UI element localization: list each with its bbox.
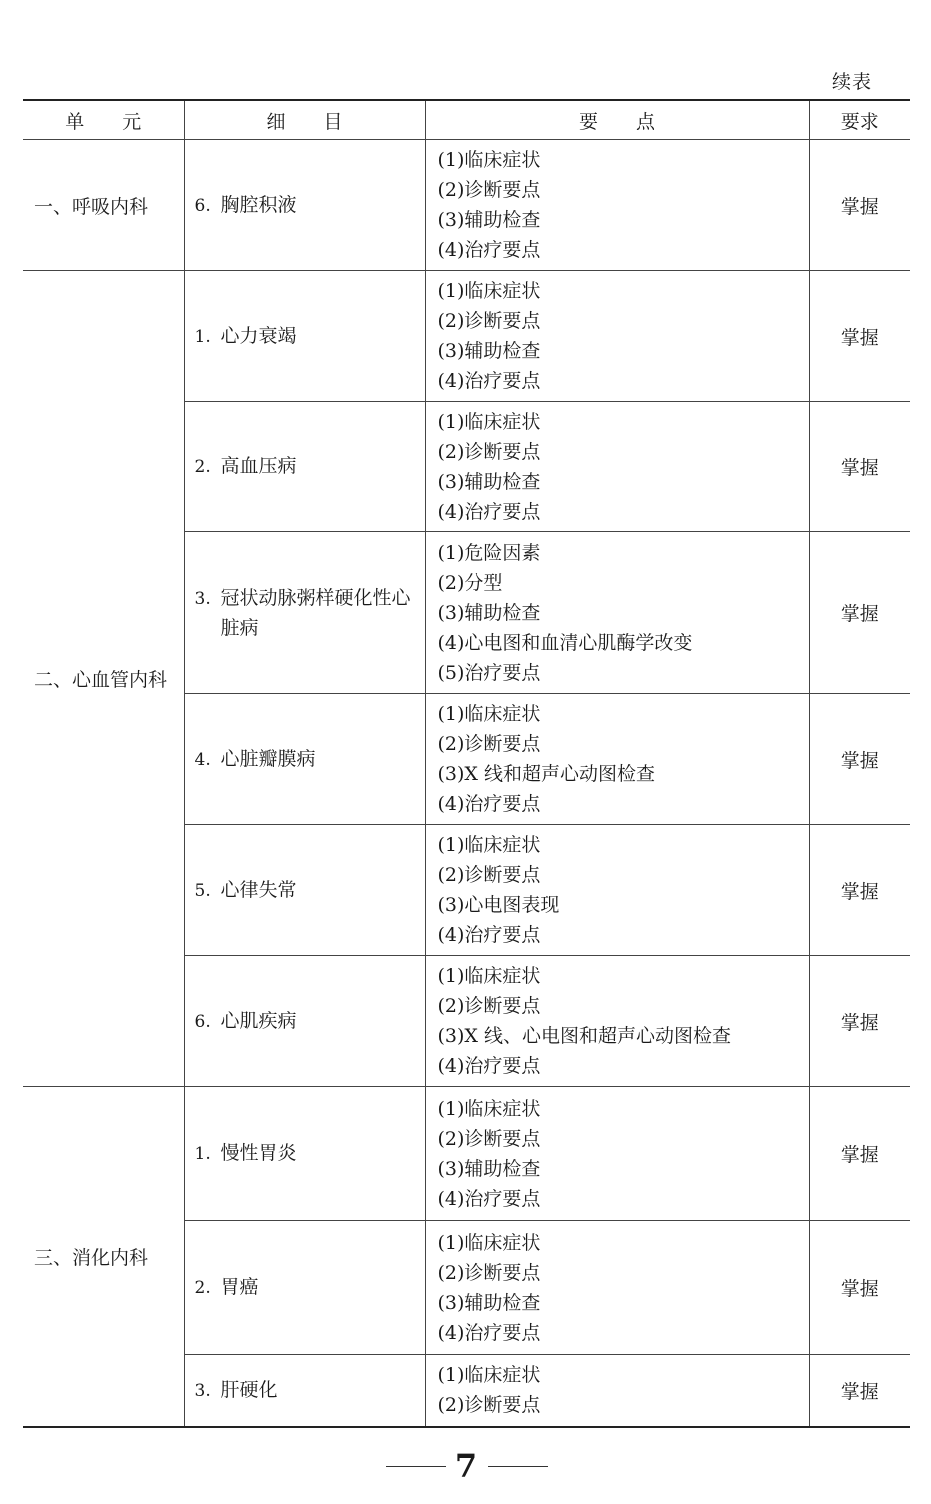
item-title: 胃癌 xyxy=(220,1276,259,1298)
requirement-cell: 掌握 xyxy=(809,956,910,1087)
item-title: 心力衰竭 xyxy=(220,324,297,347)
requirement-cell: 掌握 xyxy=(809,1355,910,1427)
item-title: 肝硬化 xyxy=(220,1378,278,1401)
header-unit: 单 元 xyxy=(23,100,184,140)
point-line: (2)诊断要点 xyxy=(437,1127,541,1150)
item-number: 1. xyxy=(194,326,211,347)
item-number: 2. xyxy=(194,457,211,477)
point-line: (3)辅助检查 xyxy=(437,340,541,362)
item-number: 3. xyxy=(194,588,211,609)
point-line: (4)治疗要点 xyxy=(437,1055,541,1077)
point-line: (3)辅助检查 xyxy=(437,601,541,624)
item-title: 冠状动脉粥样硬化性心脏病 xyxy=(220,586,411,639)
point-line: (2)诊断要点 xyxy=(437,440,541,463)
point-line: (2)诊断要点 xyxy=(437,995,541,1017)
point-line: (1)临床症状 xyxy=(437,1097,541,1120)
item-cell xyxy=(184,271,425,402)
item-number: 2. xyxy=(194,1278,211,1298)
requirement-cell: 掌握 xyxy=(809,1221,910,1355)
table-header-row xyxy=(23,100,910,140)
item-number: 6. xyxy=(194,1011,211,1032)
page-number: 7 xyxy=(454,1447,478,1485)
requirement-cell: 掌握 xyxy=(809,825,910,956)
point-line: (4)治疗要点 xyxy=(437,924,541,946)
unit-cell: 二、心血管内科 xyxy=(23,271,184,1087)
point-line: (2)诊断要点 xyxy=(437,733,541,755)
item-number: 4. xyxy=(194,749,211,770)
item-cell xyxy=(184,694,425,825)
points-cell xyxy=(425,825,809,956)
point-line: (1)临床症状 xyxy=(437,149,541,171)
item-title: 胸腔积液 xyxy=(220,193,297,216)
requirement-cell: 掌握 xyxy=(809,694,910,825)
requirement-cell: 掌握 xyxy=(809,402,910,532)
item-title: 心脏瓣膜病 xyxy=(220,747,316,770)
requirement-cell: 掌握 xyxy=(809,532,910,694)
point-line: (3)辅助检查 xyxy=(437,209,541,231)
table-row xyxy=(23,271,910,402)
point-line: (1)临床症状 xyxy=(437,834,541,856)
point-line: (1)临床症状 xyxy=(437,965,541,987)
point-line: (4)治疗要点 xyxy=(437,1187,541,1210)
point-line: (1)临床症状 xyxy=(437,703,541,725)
item-number: 5. xyxy=(194,880,211,901)
point-line: (3)X 线、心电图和超声心动图检查 xyxy=(437,1025,731,1047)
point-line: (2)诊断要点 xyxy=(437,179,541,201)
points-cell xyxy=(425,532,809,694)
point-line: (4)治疗要点 xyxy=(437,1321,541,1344)
points-cell xyxy=(425,140,809,271)
points-cell xyxy=(425,1087,809,1221)
point-line: (2)诊断要点 xyxy=(437,864,541,886)
point-line: (2)诊断要点 xyxy=(437,1261,541,1284)
points-cell xyxy=(425,694,809,825)
item-cell xyxy=(184,402,425,532)
continued-table-label: 续表 xyxy=(832,71,873,93)
requirement-cell: 掌握 xyxy=(809,1087,910,1221)
point-line: (2)分型 xyxy=(437,571,503,594)
points-cell xyxy=(425,402,809,532)
item-title: 心律失常 xyxy=(220,878,297,901)
point-line: (4)治疗要点 xyxy=(437,370,541,392)
page-footer xyxy=(0,1446,931,1486)
item-title: 慢性胃炎 xyxy=(220,1142,297,1164)
point-line: (3)辅助检查 xyxy=(437,1157,541,1180)
item-cell xyxy=(184,825,425,956)
item-title: 高血压病 xyxy=(220,455,297,477)
table-row xyxy=(23,140,910,271)
point-line: (3)辅助检查 xyxy=(437,1291,541,1314)
point-line: (2)诊断要点 xyxy=(437,1394,541,1417)
table-row xyxy=(23,1087,910,1221)
point-line: (5)治疗要点 xyxy=(437,661,541,684)
point-line: (3)X 线和超声心动图检查 xyxy=(437,763,655,785)
point-line: (1)临床症状 xyxy=(437,280,541,302)
point-line: (2)诊断要点 xyxy=(437,310,541,332)
requirement-cell: 掌握 xyxy=(809,271,910,402)
points-cell xyxy=(425,1355,809,1427)
header-requirement: 要求 xyxy=(809,100,910,140)
point-line: (3)辅助检查 xyxy=(437,470,541,493)
syllabus-table xyxy=(23,99,910,1428)
point-line: (1)临床症状 xyxy=(437,410,541,433)
point-line: (3)心电图表现 xyxy=(437,894,560,916)
item-cell xyxy=(184,1087,425,1221)
points-cell xyxy=(425,956,809,1087)
item-cell xyxy=(184,532,425,694)
point-line: (4)治疗要点 xyxy=(437,500,541,523)
unit-cell: 一、呼吸内科 xyxy=(23,140,184,271)
points-cell xyxy=(425,271,809,402)
item-cell xyxy=(184,956,425,1087)
point-line: (1)临床症状 xyxy=(437,1231,541,1254)
item-number: 6. xyxy=(194,195,211,216)
point-line: (1)危险因素 xyxy=(437,541,541,564)
item-number: 3. xyxy=(194,1380,211,1401)
item-title: 心肌疾病 xyxy=(220,1009,297,1032)
points-cell xyxy=(425,1221,809,1355)
header-points: 要 点 xyxy=(425,100,809,140)
item-number: 1. xyxy=(194,1144,211,1164)
requirement-cell: 掌握 xyxy=(809,140,910,271)
item-cell xyxy=(184,140,425,271)
point-line: (4)治疗要点 xyxy=(437,239,541,261)
table-body xyxy=(23,140,910,1427)
point-line: (4)治疗要点 xyxy=(437,793,541,815)
header-item: 细 目 xyxy=(184,100,425,140)
footer-rule-right xyxy=(488,1466,548,1467)
item-cell xyxy=(184,1355,425,1427)
point-line: (4)心电图和血清心肌酶学改变 xyxy=(437,631,693,654)
footer-rule-left xyxy=(386,1466,446,1467)
item-cell xyxy=(184,1221,425,1355)
unit-cell: 三、消化内科 xyxy=(23,1087,184,1427)
point-line: (1)临床症状 xyxy=(437,1364,541,1387)
